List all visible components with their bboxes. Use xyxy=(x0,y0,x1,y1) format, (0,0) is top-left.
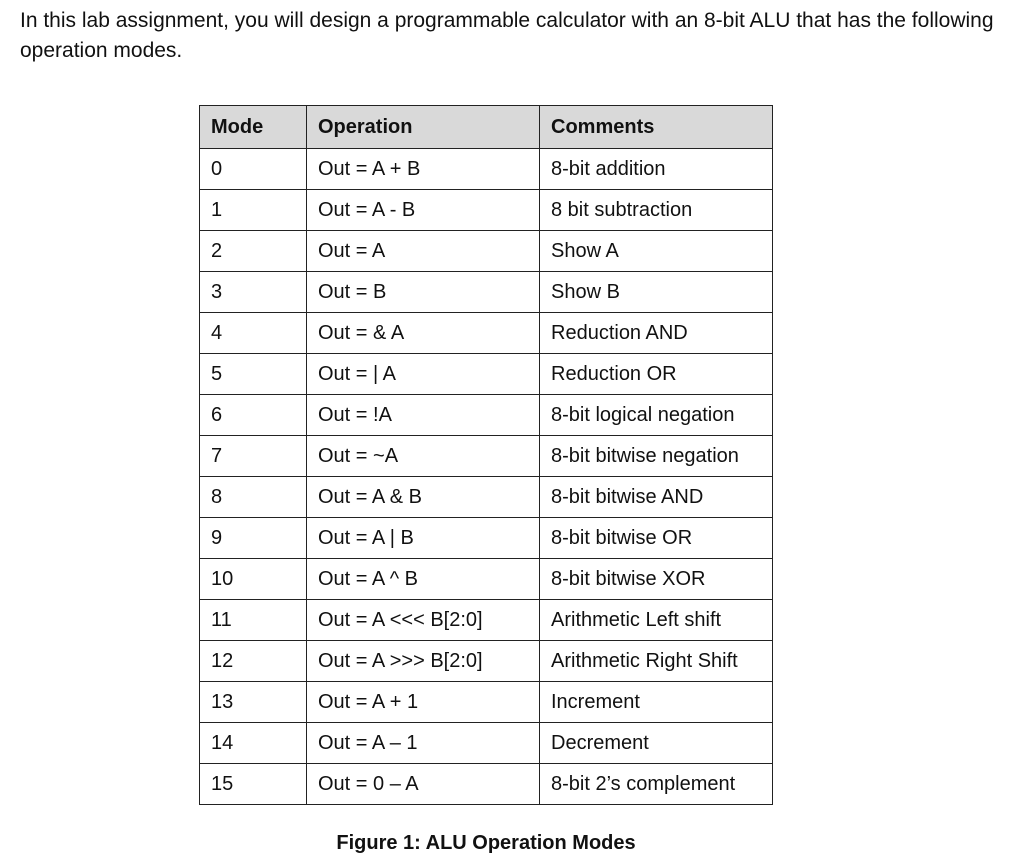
comment-cell: Show B xyxy=(540,272,773,313)
mode-cell: 12 xyxy=(200,641,307,682)
mode-cell: 15 xyxy=(200,764,307,805)
comment-cell: Arithmetic Left shift xyxy=(540,600,773,641)
mode-cell: 4 xyxy=(200,313,307,354)
mode-cell: 7 xyxy=(200,436,307,477)
operation-cell: Out = & A xyxy=(307,313,540,354)
operation-cell: Out = A + 1 xyxy=(307,682,540,723)
operation-cell: Out = A & B xyxy=(307,477,540,518)
comment-cell: Arithmetic Right Shift xyxy=(540,641,773,682)
intro-paragraph: In this lab assignment, you will design a programmable calculator with an 8-bit ALU that has the following operation modes. xyxy=(20,9,994,62)
mode-cell: 2 xyxy=(200,231,307,272)
comment-cell: 8-bit bitwise negation xyxy=(540,436,773,477)
table-row xyxy=(200,477,773,518)
mode-cell: 13 xyxy=(200,682,307,723)
operation-cell: Out = A ^ B xyxy=(307,559,540,600)
comment-cell: Increment xyxy=(540,682,773,723)
table-row xyxy=(200,395,773,436)
comment-cell: 8-bit addition xyxy=(540,149,773,190)
figure-caption: Figure 1: ALU Operation Modes xyxy=(336,832,636,854)
table-body xyxy=(200,149,773,805)
mode-cell: 9 xyxy=(200,518,307,559)
mode-cell: 14 xyxy=(200,723,307,764)
table-row xyxy=(200,723,773,764)
mode-cell: 5 xyxy=(200,354,307,395)
table-row xyxy=(200,272,773,313)
table-row xyxy=(200,518,773,559)
table-row xyxy=(200,436,773,477)
table-row xyxy=(200,641,773,682)
operation-cell: Out = A - B xyxy=(307,190,540,231)
operation-cell: Out = A + B xyxy=(307,149,540,190)
header-mode: Mode xyxy=(200,106,307,149)
comment-cell: 8 bit subtraction xyxy=(540,190,773,231)
mode-cell: 0 xyxy=(200,149,307,190)
comment-cell: Show A xyxy=(540,231,773,272)
table-row xyxy=(200,559,773,600)
operation-cell: Out = B xyxy=(307,272,540,313)
table-row xyxy=(200,354,773,395)
comment-cell: 8-bit bitwise XOR xyxy=(540,559,773,600)
mode-cell: 1 xyxy=(200,190,307,231)
comment-cell: Reduction OR xyxy=(540,354,773,395)
header-operation: Operation xyxy=(307,106,540,149)
mode-cell: 11 xyxy=(200,600,307,641)
alu-operation-table xyxy=(199,105,773,805)
operation-cell: Out = A | B xyxy=(307,518,540,559)
table-row xyxy=(200,149,773,190)
mode-cell: 6 xyxy=(200,395,307,436)
table-row xyxy=(200,313,773,354)
comment-cell: 8-bit bitwise OR xyxy=(540,518,773,559)
mode-cell: 3 xyxy=(200,272,307,313)
table-row xyxy=(200,600,773,641)
operation-cell: Out = !A xyxy=(307,395,540,436)
table-header-row xyxy=(200,106,773,149)
table-row xyxy=(200,764,773,805)
operation-cell: Out = 0 – A xyxy=(307,764,540,805)
operation-cell: Out = A >>> B[2:0] xyxy=(307,641,540,682)
table-row xyxy=(200,682,773,723)
comment-cell: Reduction AND xyxy=(540,313,773,354)
table-row xyxy=(200,190,773,231)
mode-cell: 10 xyxy=(200,559,307,600)
mode-cell: 8 xyxy=(200,477,307,518)
header-comments: Comments xyxy=(540,106,773,149)
operation-cell: Out = | A xyxy=(307,354,540,395)
comment-cell: 8-bit bitwise AND xyxy=(540,477,773,518)
operation-cell: Out = A – 1 xyxy=(307,723,540,764)
comment-cell: 8-bit 2’s complement xyxy=(540,764,773,805)
comment-cell: Decrement xyxy=(540,723,773,764)
comment-cell: 8-bit logical negation xyxy=(540,395,773,436)
operation-cell: Out = A xyxy=(307,231,540,272)
table-row xyxy=(200,231,773,272)
operation-cell: Out = ~A xyxy=(307,436,540,477)
operation-cell: Out = A <<< B[2:0] xyxy=(307,600,540,641)
